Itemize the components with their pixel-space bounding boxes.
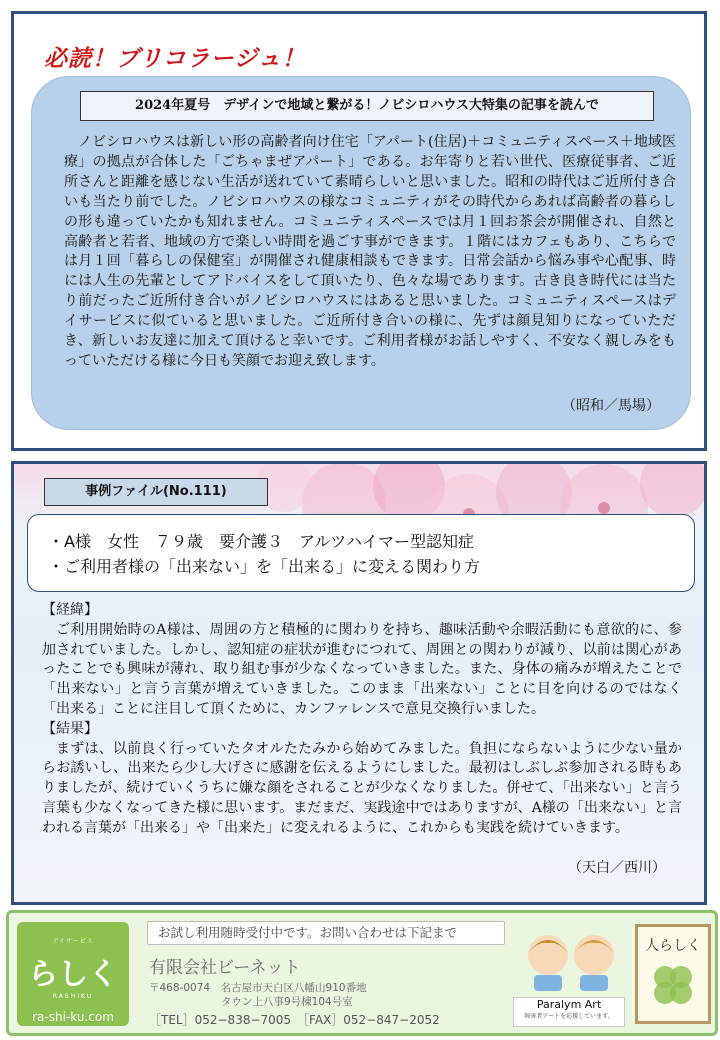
child-body bbox=[534, 975, 562, 991]
column-section bbox=[11, 11, 707, 451]
footer bbox=[6, 910, 718, 1036]
case-paragraph-result: まずは、以前良く行っていたタオルたたみから始めてみました。負担にならないように少ない量からお誘いし、出来たら少し大げさに感謝を伝えるようにしました。最初はしぶしぶ参加される時もありましたが、続けていくうちに嫌な顔をされることが少なくなりました。併せて、「出来ない」と言う言葉も少なくなってきた様に思います。まだまだ、実践途中ではありますが、A様の「出来ない」と言われる言葉が「出来る」や「出来た」に変えれるように、これからも実践を続けていきます。 bbox=[42, 740, 682, 836]
column-body bbox=[64, 133, 676, 372]
paralym-title: Paralym Art bbox=[536, 998, 602, 1011]
column-subtitle: 2024年夏号 デザインで地域と繋がる！ノビシロハウス大特集の記事を読んで bbox=[80, 91, 654, 121]
clover-leaf bbox=[670, 982, 692, 1004]
column-paragraph: ノビシロハウスは新しい形の高齢者向け住宅「アパート(住居)＋コミュニティスペース＋地域医療」の拠点が合体した「ごちゃまぜアパート」である。お年寄りと若い世代、医療従事者、ご近所さんと距離を感じない生活が送れていて素晴らしいと思いました。昭和の時代はご近所付き合いも当たり前でした。ノビシロハウスの様なコミュニティがその時代からあれば高齢者の暮らしの形も違っていたかも知れません。コミュニティスペースでは月１回お茶会が開催され、自然と高齢者と若者、地域の方で楽しい時間を過ごす事ができます。１階にはカフェもあり、こちらでは月１回「暮らしの保健室」が開催され健康相談もできます。日常会話から悩み事や心配事、時には人生の先輩としてアドバイスをして頂いたり、色々な場であります。古き良き時代には当たり前だったご近所付き合いがノビシロハウスにはあると思いました。コミュニティスペースはデイサービスに似ていると思いました。ご近所付き合いの様に、先ずは顔見知りになっていただき、新しいお友達に加えて頂けると幸いです。ご利用者様がお話しやすく、不安なく親しみをもっていただける様に今日も笑顔でお迎え致します。 bbox=[64, 134, 676, 369]
case-signature: （天白／西川） bbox=[568, 860, 666, 876]
case-file-label: 事例ファイル(No.111) bbox=[44, 478, 268, 506]
case-summary-line: ・ご利用者様の「出来ない」を「出来る」に変える関わり方 bbox=[48, 557, 481, 576]
paralym-subtitle: 障害者アートを応援しています。 bbox=[524, 1013, 614, 1020]
case-section bbox=[11, 461, 707, 905]
artwork-title: 人らしく bbox=[645, 938, 701, 954]
rashiku-logo bbox=[17, 922, 129, 1026]
logo-sub-text: RASHIKU bbox=[52, 993, 94, 1000]
case-heading-result: 【結果】 bbox=[42, 720, 98, 737]
website-link[interactable]: ra-shi-ku.com bbox=[32, 1010, 114, 1024]
clover-icon bbox=[643, 955, 703, 1015]
column-title: 必読！ブリコラージュ！ bbox=[44, 46, 306, 72]
address-line: 〒468-0074 名古屋市天白区八幡山910番地 bbox=[149, 982, 367, 994]
logo-small-text: デイサービス bbox=[52, 938, 94, 945]
children-illustration bbox=[514, 927, 626, 991]
blossom-petal bbox=[640, 464, 704, 518]
case-summary-box bbox=[27, 514, 695, 592]
address-line: タウン上八事9号棟104号室 bbox=[221, 996, 353, 1008]
column-bubble bbox=[31, 76, 691, 430]
company-address bbox=[149, 981, 367, 1009]
trial-notice: お試し利用随時受付中です。お問い合わせは下記まで bbox=[147, 921, 505, 945]
case-heading-background: 【経緯】 bbox=[42, 602, 98, 618]
column-signature: （昭和／馬場） bbox=[562, 398, 660, 414]
company-name: 有限会社ビーネット bbox=[149, 958, 301, 978]
case-body bbox=[42, 601, 682, 839]
logo-main-text: らしく bbox=[28, 957, 118, 992]
blossom-center bbox=[598, 502, 610, 514]
child-body bbox=[580, 975, 608, 991]
contact-phone: ［TEL］052−838−7005 ［FAX］052−847−2052 bbox=[149, 1013, 440, 1027]
framed-artwork bbox=[635, 924, 711, 1024]
paralym-art-badge bbox=[513, 997, 625, 1027]
case-paragraph-background: ご利用開始時のA様は、周囲の方と積極的に関わりを持ち、趣味活動や余暇活動にも意欲的に、参加されていました。しかし、認知症の症状が進むにつれて、周囲との関わりが減り、以前は関心があったことでも興味が薄れ、取り組む事が少なくなっていきました。また、身体の痛みが増えたことで「出来ない」と言う言葉が増えていきました。このまま「出来ない」ことに目を向けるのではなく「出来る」ことに注目して頂くために、カンファレンスで意見交換行いました。 bbox=[42, 621, 682, 717]
case-summary-line: ・A様 女性 ７９歳 要介護３ アルツハイマー型認知症 bbox=[48, 532, 474, 551]
